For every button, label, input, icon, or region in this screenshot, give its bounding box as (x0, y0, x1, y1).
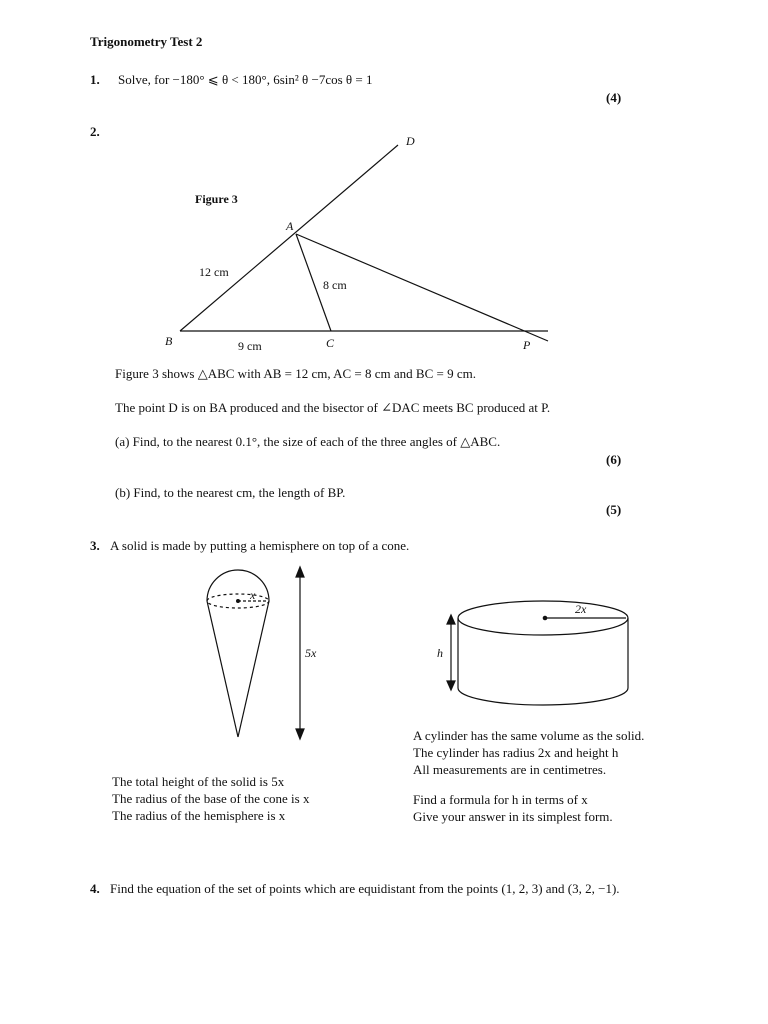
question-4-number: 4. (90, 881, 100, 896)
cylinder-text-line: The cylinder has radius 2x and height h (413, 745, 619, 760)
cylinder-radius-label: 2x (575, 602, 587, 616)
cylinder-diagram (458, 601, 628, 705)
hemisphere-centre (236, 599, 240, 603)
question-2b-text: (b) Find, to the nearest cm, the length of BP. (115, 485, 346, 500)
solid-radius-label: x (250, 588, 256, 602)
figure-label: Figure 3 (195, 192, 238, 206)
length-bc: 9 cm (238, 339, 262, 353)
label-b: B (165, 334, 173, 348)
cylinder-text-line: A cylinder has the same volume as the solid. (413, 728, 645, 743)
cone-left-side (207, 601, 238, 737)
question-3-number: 3. (90, 538, 100, 553)
question-1-number: 1. (90, 72, 100, 87)
solid-text-line: The total height of the solid is 5x (112, 774, 285, 789)
question-2-intro: Figure 3 shows △ABC with AB = 12 cm, AC = 8 cm and BC = 9 cm. (115, 366, 476, 381)
page-title: Trigonometry Test 2 (90, 34, 203, 49)
task-text-line: Find a formula for h in terms of x (413, 792, 588, 807)
length-ab: 12 cm (199, 265, 229, 279)
solid-height-label: 5x (305, 646, 317, 660)
solid-description (112, 773, 309, 824)
solid-diagram (207, 570, 269, 737)
cylinder-height-label: h (437, 646, 443, 660)
label-a: A (286, 219, 294, 233)
cylinder-centre (543, 616, 548, 621)
cylinder-text-line: All measurements are in centimetres. (413, 762, 607, 777)
question-2a-marks: (6) (606, 452, 622, 467)
solid-text-line: The radius of the hemisphere is x (112, 808, 286, 823)
question-2-number: 2. (90, 124, 100, 139)
question-3-text: A solid is made by putting a hemisphere on top of a cone. (110, 538, 410, 553)
question-3-diagrams (0, 555, 768, 755)
question-1-marks: (4) (606, 90, 622, 105)
length-ac: 8 cm (323, 278, 347, 292)
label-d: D (406, 134, 415, 148)
task-text-line: Give your answer in its simplest form. (413, 809, 613, 824)
label-c: C (326, 336, 335, 350)
cylinder-height-arrow (447, 615, 455, 690)
figure-3-diagram (0, 0, 768, 360)
question-2b-marks: (5) (606, 502, 622, 517)
question-2a-text: (a) Find, to the nearest 0.1°, the size of each of the three angles of △ABC. (115, 434, 501, 449)
question-2-point-d: The point D is on BA produced and the bisector of ∠DAC meets BC produced at P. (115, 400, 551, 415)
label-p: P (523, 338, 531, 352)
solid-text-line: The radius of the base of the cone is x (112, 791, 310, 806)
question-1-text: Solve, for −180° ⩽ θ < 180°, 6sin² θ −7cos θ = 1 (118, 72, 373, 87)
cylinder-base (458, 688, 628, 705)
question-4-text: Find the equation of the set of points which are equidistant from the points (1, 2, 3) and (3, 2, −1). (110, 881, 620, 896)
cylinder-description (413, 727, 644, 778)
question-3-task (413, 791, 613, 825)
height-arrow (296, 567, 304, 739)
line-bd (180, 145, 398, 331)
cone-right-side (238, 601, 269, 737)
